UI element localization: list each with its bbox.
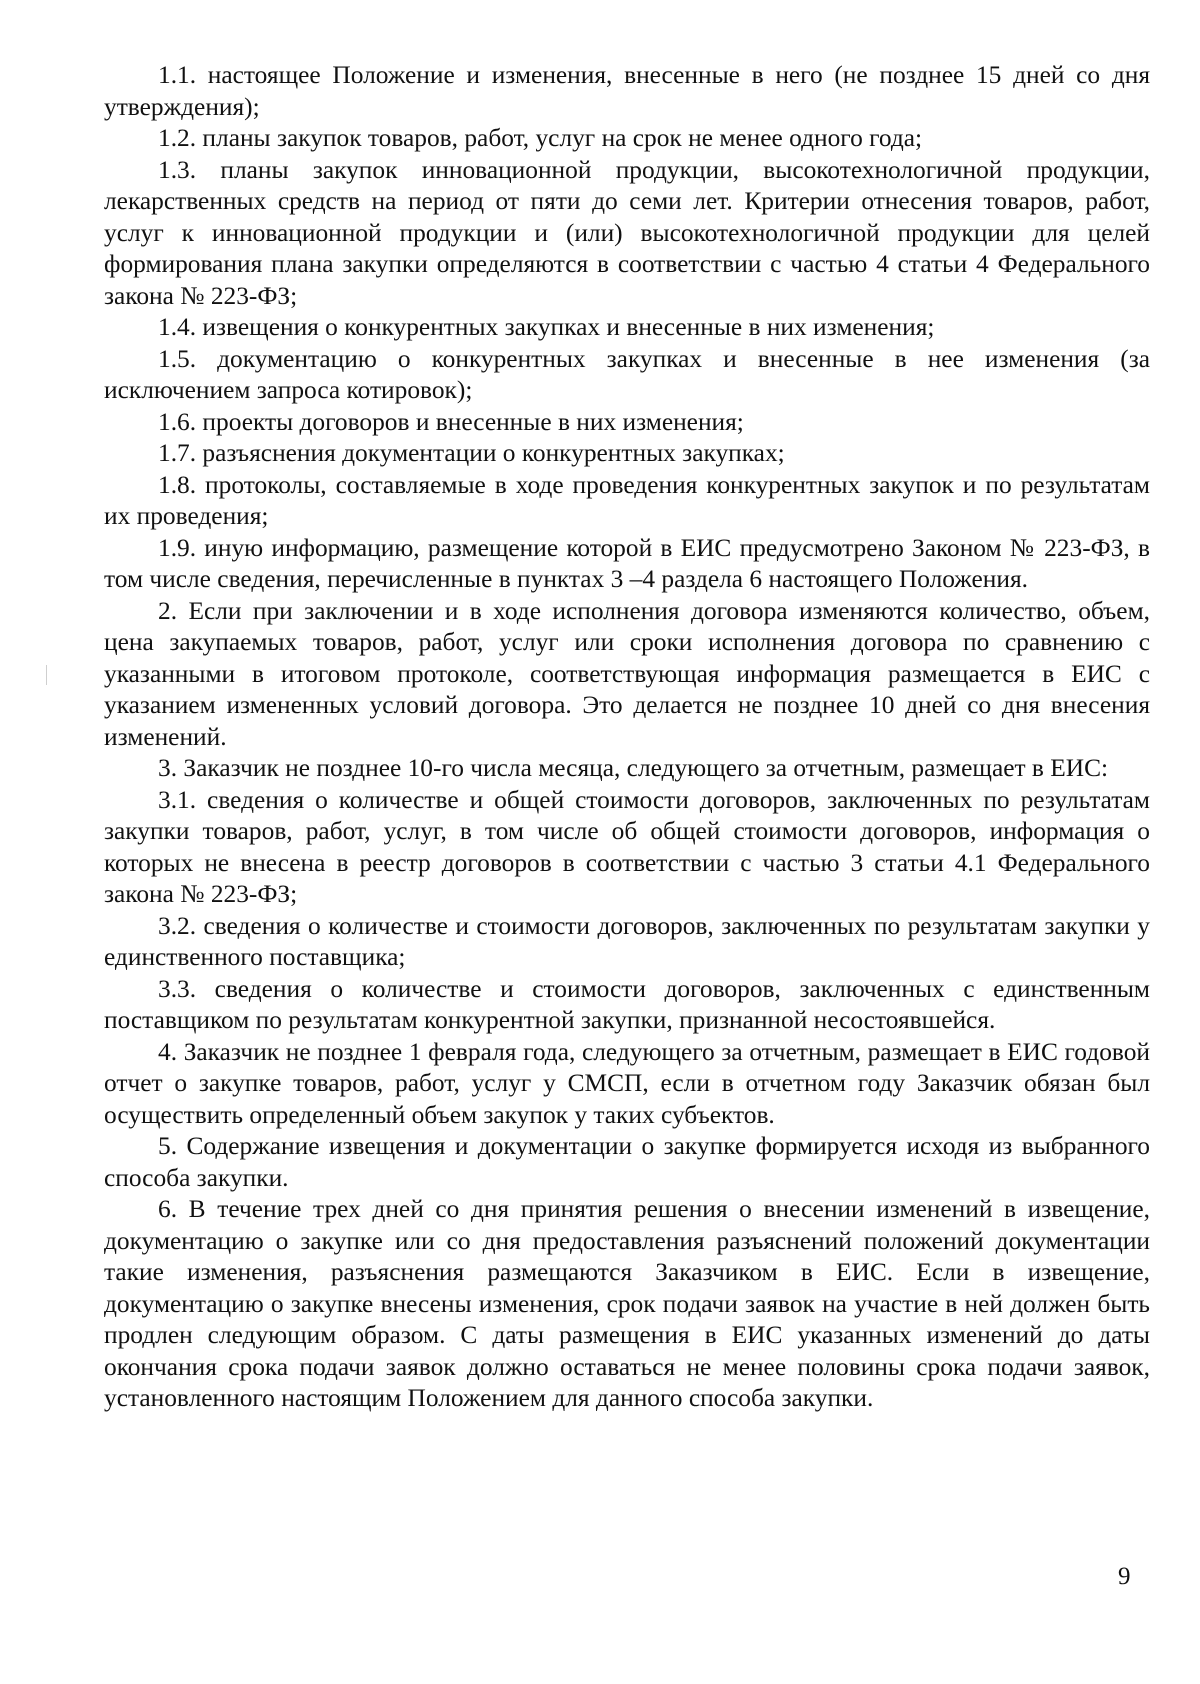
paragraph-1-9: 1.9. иную информацию, размещение которой в ЕИС предусмотрено Законом № 223-ФЗ, в том числе сведения, перечисленные в пунктах 3 –4 раздела 6 настоящего Положения. [104,533,1150,593]
paragraph-4: 4. Заказчик не позднее 1 февраля года, следующего за отчетным, размещает в ЕИС годовой отчет о закупке товаров, работ, услуг у СМСП, если в отчетном году Заказчик обязан был осуществить определенный объем закупок у таких субъектов. [104,1037,1150,1129]
scan-edge-mark [46,665,47,685]
paragraph-3-3: 3.3. сведения о количестве и стоимости договоров, заключенных с единственным поставщиком по результатам конкурентной закупки, признанной несостоявшейся. [104,974,1150,1034]
paragraph-1-1: 1.1. настоящее Положение и изменения, внесенные в него (не позднее 15 дней со дня утверждения); [104,61,1150,121]
paragraph-1-6: 1.6. проекты договоров и внесенные в них изменения; [158,407,744,436]
paragraph-1-4: 1.4. извещения о конкурентных закупках и внесенные в них изменения; [158,313,935,341]
paragraph-2: 2. Если при заключении и в ходе исполнения договора изменяются количество, объем, цена закупаемых товаров, работ, услуг или сроки исполнения договора по сравнению с указанными в итоговом протоколе, соответствующая информация размещается в ЕИС с указанием измененных условий договора. Это делается не позднее 10 дней со дня внесения изменений. [104,596,1150,751]
paragraph-3: 3. Заказчик не позднее 10-го числа месяца, следующего за отчетным, размещает в ЕИС: [158,754,1109,782]
paragraph-3-2: 3.2. сведения о количестве и стоимости договоров, заключенных по результатам закупки у единственного поставщика; [104,911,1150,971]
document-body [104,60,1150,1415]
paragraph-1-5: 1.5. документацию о конкурентных закупках и внесенные в нее изменения (за исключением запроса котировок); [104,344,1150,404]
paragraph-3-1: 3.1. сведения о количестве и общей стоимости договоров, заключенных по результатам закупки товаров, работ, услуг, в том числе об общей стоимости договоров, информация о которых не внесена в реестр договоров в соответствии с частью 3 статьи 4.1 Федерального закона № 223-ФЗ; [104,785,1150,908]
paragraph-1-7: 1.7. разъяснения документации о конкурентных закупках; [158,439,785,467]
paragraph-1-2: 1.2. планы закупок товаров, работ, услуг на срок не менее одного года; [158,124,923,152]
paragraph-6: 6. В течение трех дней со дня принятия решения о внесении изменений в извещение, документацию о закупке или со дня предоставления разъяснений положений документации такие изменения, разъяснения размещаются Заказчиком в ЕИС. Если в извещение, документацию о закупке внесены изменения, срок подачи заявок на участие в ней должен быть продлен следующим образом. С даты размещения в ЕИС указанных изменений до даты окончания срока подачи заявок должно оставаться не менее половины срока подачи заявок, установленного настоящим Положением для данного способа закупки. [104,1195,1150,1412]
paragraph-1-3: 1.3. планы закупок инновационной продукции, высокотехнологичной продукции, лекарственных средств на период от пяти до семи лет. Критерии отнесения товаров, работ, услуг к инновационной продукции и (или) высокотехнологичной продукции для целей формирования плана закупки определяются в соответствии с частью 4 статьи 4 Федерального закона № 223-ФЗ; [104,155,1150,310]
paragraph-5: 5. Содержание извещения и документации о закупке формируется исходя из выбранного способа закупки. [104,1132,1150,1192]
paragraph-1-8: 1.8. протоколы, составляемые в ходе проведения конкурентных закупок и по результатам их проведения; [104,470,1150,530]
page-number: 9 [1118,1563,1131,1590]
